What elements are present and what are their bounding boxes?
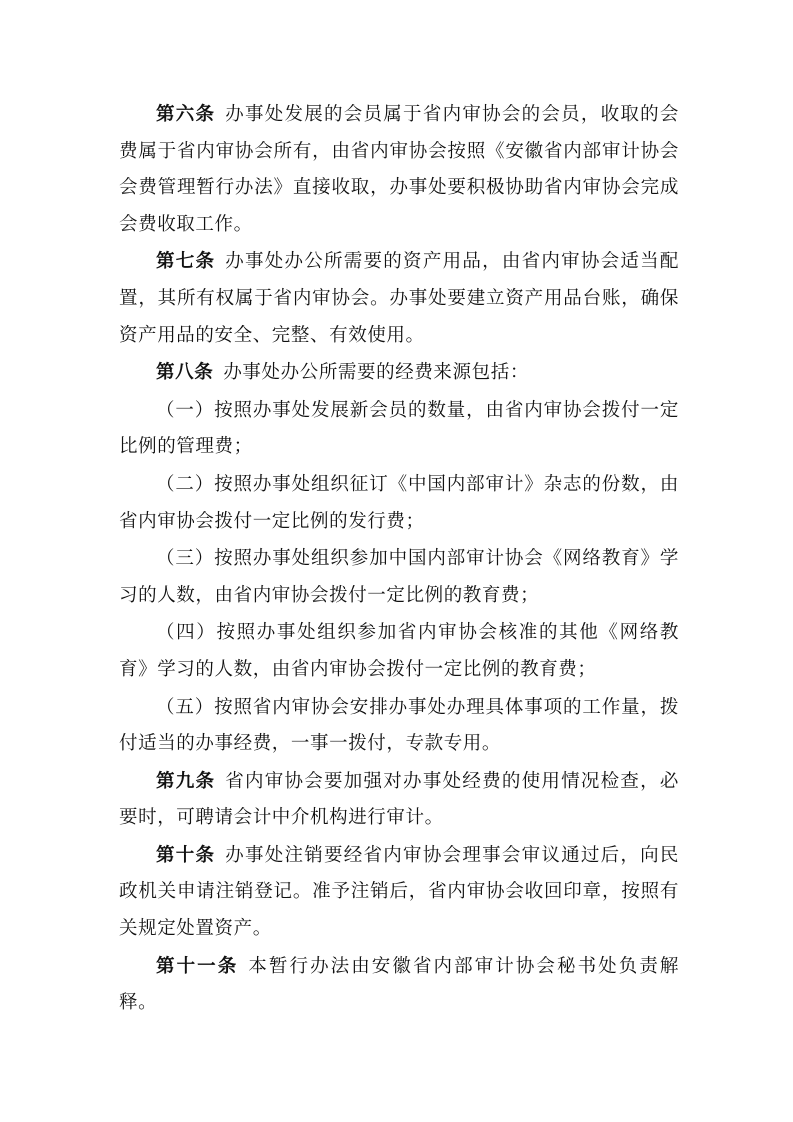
article-9 bbox=[119, 764, 679, 837]
funding-item-3: （三）按照办事处组织参加中国内部审计协会《网络教育》学习的人数，由省内审协会拨付一定比例的教育费； bbox=[119, 548, 679, 606]
article-text: 省内审协会要加强对办事处经费的使用情况检查，必要时，可聘请会计中介机构进行审计。 bbox=[119, 770, 679, 829]
article-7 bbox=[119, 244, 679, 354]
article-text: 办事处注销要经省内审协会理事会审议通过后，向民政机关申请注销登记。准予注销后，省内审协会收回印章，按照有关规定处置资产。 bbox=[119, 844, 679, 940]
article-11 bbox=[119, 949, 679, 1022]
article-text: 本暂行办法由安徽省内部审计协会秘书处负责解释。 bbox=[119, 955, 680, 1014]
article-text: 办事处办公所需要的经费来源包括： bbox=[223, 362, 529, 384]
article-number: 第十条 bbox=[156, 844, 216, 866]
article-10 bbox=[119, 838, 679, 948]
article-8 bbox=[119, 355, 679, 392]
article-text: 办事处发展的会员属于省内审协会的会员，收取的会费属于省内审协会所有，由省内审协会按照《安徽省内部审计协会会费管理暂行办法》直接收取，办事处要积极协助省内审协会完成会费收取工作。 bbox=[119, 104, 679, 235]
article-text: 办事处办公所需要的资产用品，由省内审协会适当配置，其所有权属于省内审协会。办事处要建立资产用品台账，确保资产用品的安全、完整、有效使用。 bbox=[119, 251, 679, 346]
funding-item-2: （二）按照办事处组织征订《中国内部审计》杂志的份数，由省内审协会拨付一定比例的发行费； bbox=[119, 473, 679, 532]
article-number: 第七条 bbox=[156, 251, 216, 273]
article-6 bbox=[119, 97, 679, 243]
article-number: 第六条 bbox=[156, 104, 216, 125]
article-number: 第十一条 bbox=[156, 955, 239, 977]
document-page bbox=[119, 97, 679, 1023]
funding-item-4: （四）按照办事处组织参加省内审协会核准的其他《网络教育》学习的人数，由省内审协会拨付一定比例的教育费； bbox=[119, 622, 679, 680]
funding-item-5: （五）按照省内审协会安排办事处办理具体事项的工作量，拨付适当的办事经费，一事一拨付，专款专用。 bbox=[119, 696, 679, 755]
funding-item-1: （一）按照办事处发展新会员的数量，由省内审协会拨付一定比例的管理费； bbox=[119, 399, 679, 458]
article-number: 第八条 bbox=[156, 362, 214, 384]
article-number: 第九条 bbox=[156, 770, 216, 792]
